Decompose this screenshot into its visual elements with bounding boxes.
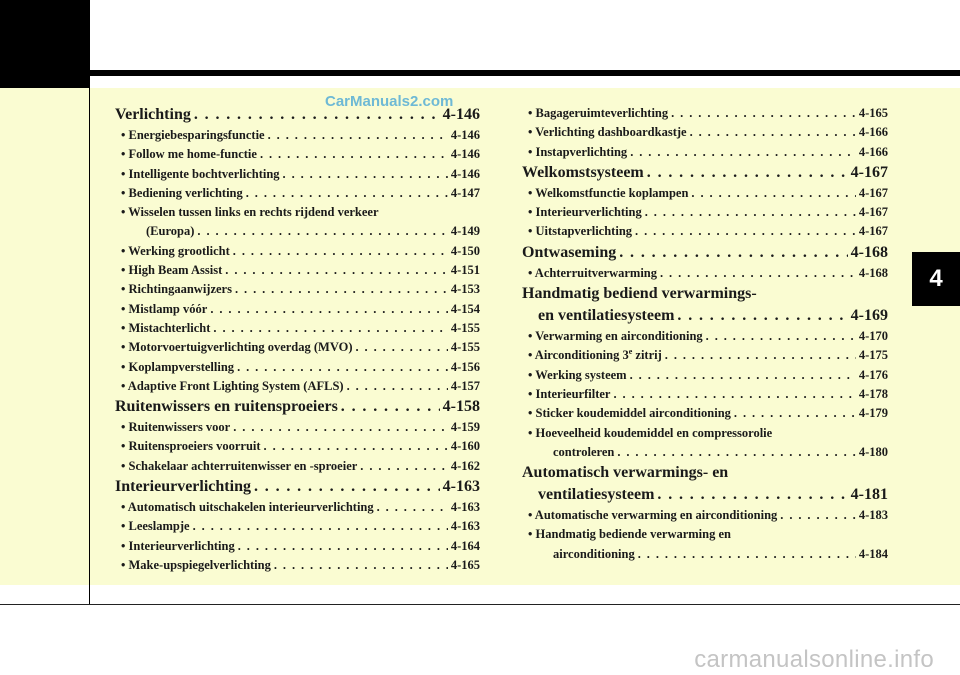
page-number: 4-162 (450, 458, 480, 473)
toc-entry[interactable] (522, 366, 888, 385)
toc-label: (Europa) (146, 224, 195, 239)
dot-leader (647, 162, 848, 184)
page-number: 4-150 (450, 243, 480, 258)
dot-leader (254, 476, 440, 498)
toc-entry[interactable] (115, 242, 480, 261)
toc-label: • Schakelaar achterruitenwisser en -sproeier (121, 458, 358, 473)
toc-label: • High Beam Assist (121, 263, 223, 278)
dot-leader (780, 506, 856, 525)
page-number: 4-170 (858, 329, 888, 344)
toc-entry[interactable] (115, 556, 480, 575)
toc-entry[interactable] (522, 143, 888, 162)
toc-label: • Motorvoertuigverlichting overdag (MVO) (121, 340, 353, 355)
toc-label: Interieurverlichting (115, 478, 251, 496)
toc-entry[interactable] (522, 404, 888, 423)
dot-leader (706, 327, 856, 346)
toc-label: • Follow me home-functie (121, 147, 257, 162)
toc-entry[interactable] (522, 123, 888, 142)
dot-leader (613, 385, 855, 404)
toc-label: • Sticker koudemiddel airconditioning (528, 406, 731, 421)
toc-entry[interactable] (115, 145, 480, 164)
page-number: 4-168 (858, 265, 888, 280)
toc-label: • Leeslampje (121, 519, 190, 534)
page-number: 4-149 (450, 224, 480, 239)
page-number: 4-165 (858, 106, 888, 120)
toc-entry[interactable] (115, 437, 480, 456)
toc-entry[interactable] (115, 377, 480, 396)
page-number: 4-167 (858, 224, 888, 239)
dot-leader (645, 203, 856, 222)
page-number: 4-146 (450, 128, 480, 142)
page-number: 4-151 (450, 263, 480, 278)
footer-rule (0, 604, 960, 605)
page-number: 4-159 (450, 420, 480, 435)
toc-label: • Werking grootlicht (121, 243, 230, 258)
page-number: 4-168 (850, 243, 888, 261)
dot-leader (690, 123, 856, 142)
page-number: 4-181 (850, 486, 888, 504)
toc-heading[interactable] (115, 476, 480, 498)
toc-entry[interactable] (115, 165, 480, 184)
page-number: 4-156 (450, 359, 480, 374)
page-number: 4-166 (858, 125, 888, 140)
toc-label: • Bagageruimteverlichting (528, 106, 669, 120)
dot-leader (197, 222, 447, 241)
toc-label: • Make-upspiegelverlichting (121, 557, 271, 572)
toc-label: • Bediening verlichting (121, 185, 243, 200)
toc-entry[interactable] (115, 537, 480, 556)
toc-heading[interactable] (522, 283, 888, 305)
toc-entry[interactable] (115, 358, 480, 377)
toc-entry[interactable] (522, 104, 888, 123)
toc-label: • Energiebesparingsfunctie (121, 128, 265, 142)
dot-leader (341, 396, 440, 418)
dot-leader (630, 143, 856, 162)
toc-entry[interactable] (115, 517, 480, 536)
toc-label: • Airconditioning 3e zitrij (528, 347, 662, 363)
toc-label: • Mistachterlicht (121, 320, 211, 335)
toc-entry[interactable] (115, 184, 480, 203)
toc-label: Verlichting (115, 106, 191, 123)
dot-leader (283, 165, 448, 184)
dot-leader (268, 126, 448, 145)
toc-label: • Koplampverstelling (121, 359, 235, 374)
header-rule (90, 70, 960, 76)
dot-leader (377, 498, 448, 517)
toc-label: • Interieurverlichting (121, 538, 235, 553)
page-number: 4-167 (850, 163, 888, 181)
toc-label: • Richtingaanwijzers (121, 282, 232, 297)
toc-column-right (522, 104, 888, 564)
toc-label: • Verlichting dashboardkastje (528, 125, 687, 140)
toc-label: airconditioning (553, 546, 635, 561)
toc-entry[interactable] (522, 545, 888, 564)
page-number: 4-163 (450, 519, 480, 534)
page-number: 4-169 (850, 307, 888, 325)
dot-leader (660, 264, 856, 283)
toc-label: • Automatische verwarming en airconditioning (528, 508, 778, 523)
dot-leader (213, 319, 447, 338)
dot-leader (233, 418, 448, 437)
dot-leader (260, 145, 448, 164)
page-number: 4-155 (450, 340, 480, 355)
dot-leader (274, 556, 448, 575)
dot-leader (225, 261, 448, 280)
toc-entry[interactable] (522, 506, 888, 525)
page-number: 4-179 (858, 406, 888, 421)
toc-label: Ontwaseming (522, 243, 617, 261)
page-number: 4-163 (450, 500, 480, 515)
toc-entry[interactable] (115, 222, 480, 241)
toc-label: • Hoeveelheid koudemiddel en compressorolie (528, 425, 773, 440)
toc-entry[interactable] (522, 264, 888, 283)
toc-heading[interactable] (522, 305, 888, 327)
page-number: 4-165 (450, 557, 480, 572)
dot-leader (677, 305, 847, 327)
page-number: 4-163 (442, 478, 480, 496)
toc-label: • Verwarming en airconditioning (528, 329, 703, 344)
dot-leader (657, 484, 847, 506)
page-number: 4-184 (858, 546, 888, 561)
dot-leader (210, 300, 448, 319)
corner-block (0, 0, 90, 88)
toc-column-left (115, 104, 480, 575)
dot-leader (671, 104, 856, 123)
page-number: 4-146 (442, 106, 480, 123)
page-number: 4-178 (858, 386, 888, 401)
toc-entry[interactable] (115, 203, 480, 222)
toc-label: controleren (553, 444, 615, 459)
page-number: 4-157 (450, 378, 480, 393)
dot-leader (360, 457, 448, 476)
dot-leader (238, 537, 448, 556)
toc-label: Ruitenwissers en ruitensproeiers (115, 398, 338, 416)
toc-label: • Wisselen tussen links en rechts rijdend verkeer (121, 205, 379, 220)
toc-label: • Instapverlichting (528, 144, 628, 159)
dot-leader (356, 338, 448, 357)
toc-entry[interactable] (522, 385, 888, 404)
watermark-bottom: carmanualsonline.info (694, 646, 934, 673)
dot-leader (235, 280, 448, 299)
toc-entry[interactable] (115, 300, 480, 319)
toc-heading[interactable] (522, 242, 888, 264)
toc-entry[interactable] (115, 261, 480, 280)
toc-entry[interactable] (115, 457, 480, 476)
toc-entry[interactable] (522, 424, 888, 443)
toc-label: • Automatisch uitschakelen interieurverlichting (121, 500, 374, 515)
toc-entry[interactable] (115, 338, 480, 357)
dot-leader (193, 517, 448, 536)
page-number: 4-167 (858, 205, 888, 220)
toc-label: • Interieurverlichting (528, 205, 642, 220)
page-number: 4-146 (450, 166, 480, 181)
toc-entry[interactable] (115, 126, 480, 145)
toc-label: en ventilatiesysteem (538, 307, 675, 325)
toc-entry[interactable] (522, 346, 888, 365)
dot-leader (665, 346, 856, 365)
toc-label: • Interieurfilter (528, 386, 611, 401)
dot-leader (635, 222, 856, 241)
toc-label: • Mistlamp vóór (121, 301, 208, 316)
toc-label: Welkomstsysteem (522, 163, 644, 181)
toc-entry[interactable] (522, 222, 888, 241)
toc-label: • Welkomstfunctie koplampen (528, 185, 689, 200)
toc-entry[interactable] (522, 327, 888, 346)
page-number: 4-153 (450, 282, 480, 297)
toc-label: • Achterruitverwarming (528, 265, 657, 280)
toc-label: • Uitstapverlichting (528, 224, 633, 239)
toc-label: • Werking systeem (528, 367, 627, 382)
page-number: 4-175 (858, 348, 888, 363)
page-number: 4-166 (858, 144, 888, 159)
page-number: 4-147 (450, 185, 480, 200)
toc-label: ventilatiesysteem (538, 486, 655, 504)
toc-label: • Intelligente bochtverlichting (121, 166, 280, 181)
left-margin-rule (89, 88, 90, 605)
toc-heading[interactable] (115, 396, 480, 418)
toc-entry[interactable] (522, 184, 888, 203)
toc-label: • Ruitensproeiers voorruit (121, 439, 261, 454)
page-number: 4-158 (442, 398, 480, 416)
page-number: 4-167 (858, 185, 888, 200)
chapter-number: 4 (929, 265, 943, 292)
toc-heading[interactable] (522, 162, 888, 184)
page-number: 4-160 (450, 439, 480, 454)
toc-label: • Ruitenwissers voor (121, 420, 231, 435)
chapter-tab (912, 252, 960, 306)
dot-leader (619, 242, 847, 264)
dot-leader (233, 242, 448, 261)
page-number: 4-154 (450, 301, 480, 316)
dot-leader (630, 366, 856, 385)
toc-entry[interactable] (115, 319, 480, 338)
dot-leader (734, 404, 856, 423)
dot-leader (237, 358, 448, 377)
toc-heading[interactable] (522, 484, 888, 506)
dot-leader (264, 437, 448, 456)
page-number: 4-180 (858, 444, 888, 459)
dot-leader (617, 443, 856, 462)
page-number: 4-155 (450, 320, 480, 335)
dot-leader (638, 545, 856, 564)
dot-leader (246, 184, 448, 203)
page-number: 4-164 (450, 538, 480, 553)
toc-entry[interactable] (522, 525, 888, 544)
toc-label: Automatisch verwarmings- en (522, 464, 729, 482)
watermark-top: CarManuals2.com (325, 93, 454, 110)
page-number: 4-176 (858, 367, 888, 382)
toc-heading[interactable] (522, 462, 888, 484)
page-number: 4-183 (858, 508, 888, 523)
toc-entry[interactable] (115, 280, 480, 299)
dot-leader (691, 184, 855, 203)
toc-entry[interactable] (522, 203, 888, 222)
toc-entry[interactable] (522, 443, 888, 462)
toc-label: Handmatig bediend verwarmings- (522, 285, 757, 303)
toc-label: • Handmatig bediende verwarming en (528, 527, 731, 542)
toc-label: • Adaptive Front Lighting System (AFLS) (121, 378, 344, 393)
dot-leader (347, 377, 448, 396)
toc-entry[interactable] (115, 418, 480, 437)
toc-entry[interactable] (115, 498, 480, 517)
page-number: 4-146 (450, 147, 480, 162)
